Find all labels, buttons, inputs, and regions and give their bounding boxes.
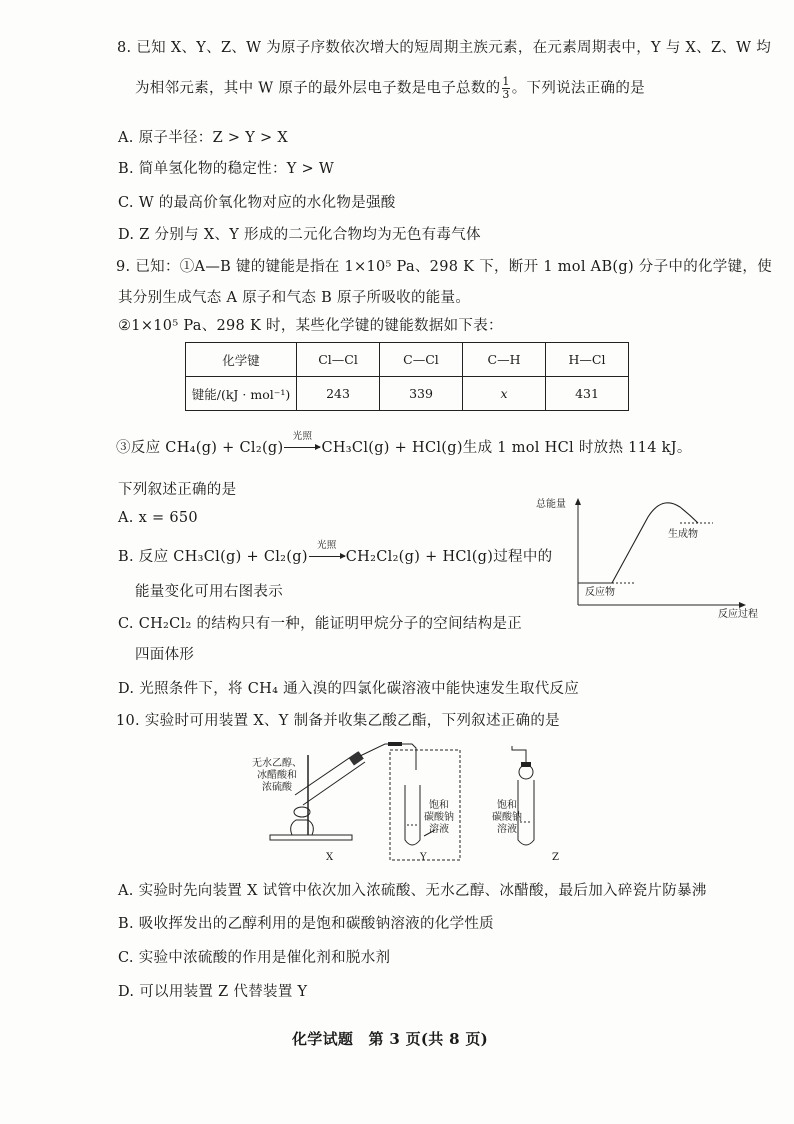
reagent-line: 无水乙醇、 — [252, 758, 302, 769]
q9-note2: ②1×10⁵ Pa、298 K 时，某些化学键的键能数据如下表： — [118, 318, 503, 334]
table-cell: 431 — [546, 377, 629, 411]
q9-stem-line1: 9. 已知：①A—B 键的键能是指在 1×10⁵ Pa、298 K 下，断开 1 mol AB(g) 分子中的化学键，使 — [116, 259, 773, 275]
table-header: H—Cl — [546, 343, 629, 377]
table-header-row — [186, 343, 629, 377]
q9-stem-line2: 其分别生成气态 A 原子和气态 B 原子所吸收的能量。 — [118, 290, 471, 306]
q8-stem-line1: 8. 已知 X、Y、Z、W 为原子序数依次增大的短周期主族元素，在元素周期表中，Y 与 X、Z、W 均 — [117, 40, 772, 56]
q8-option-a: A. 原子半径：Z > Y > X — [118, 130, 288, 146]
solution-z-label — [492, 800, 522, 836]
solution-line: 碳酸钠 — [492, 812, 522, 823]
table-header: C—H — [463, 343, 546, 377]
q8-option-b: B. 简单氢化物的稳定性：Y > W — [118, 161, 335, 177]
q9-option-d: D. 光照条件下，将 CH₄ 通入溴的四氯化碳溶液中能快速发生取代反应 — [118, 681, 580, 697]
solution-line: 饱和 — [497, 800, 517, 811]
q8-stem-line2 — [135, 76, 645, 101]
solution-y-label — [424, 800, 454, 836]
bond-energy-table — [185, 342, 629, 411]
table-header: C—Cl — [380, 343, 463, 377]
solution-line: 溶液 — [497, 824, 517, 835]
table-cell: 键能/(kJ · mol⁻¹) — [186, 377, 297, 411]
product-label: 生成物 — [668, 529, 698, 540]
q10-option-d: D. 可以用装置 Z 代替装置 Y — [118, 984, 308, 1000]
option-b-products: CH₂Cl₂(g) + HCl(g)过程中的 — [345, 549, 553, 565]
q8-option-c: C. W 的最高价氧化物对应的水化物是强酸 — [118, 195, 396, 211]
frac-den: 3 — [502, 88, 510, 101]
q10-stem: 10. 实验时可用装置 X、Y 制备并收集乙酸乙酯，下列叙述正确的是 — [116, 713, 560, 729]
q10-option-c: C. 实验中浓硫酸的作用是催化剂和脱水剂 — [118, 950, 391, 966]
arrow-label: 光照 — [292, 431, 313, 442]
solution-line: 饱和 — [429, 800, 449, 811]
table-row — [186, 377, 629, 411]
q9-option-b-line2: 能量变化可用右图表示 — [135, 584, 283, 600]
energy-diagram-axes — [530, 495, 770, 625]
fraction-one-third — [502, 76, 509, 101]
q9-option-a: A. x = 650 — [118, 510, 198, 526]
solution-line: 碳酸钠 — [424, 812, 454, 823]
q9-question: 下列叙述正确的是 — [118, 482, 237, 498]
q10-option-b: B. 吸收挥发出的乙醇利用的是饱和碳酸钠溶液的化学性质 — [118, 916, 494, 932]
reaction-arrow — [283, 431, 321, 456]
y-axis-label: 总能量 — [536, 499, 566, 510]
reagents-label — [252, 758, 302, 794]
reactant-label: 反应物 — [585, 587, 615, 598]
table-header: Cl—Cl — [297, 343, 380, 377]
q8-option-d: D. Z 分别与 X、Y 形成的二元化合物均为无色有毒气体 — [118, 227, 481, 243]
arrow-label: 光照 — [316, 540, 337, 551]
option-b-reactants: B. 反应 CH₃Cl(g) + Cl₂(g) — [118, 549, 308, 565]
reagent-line: 冰醋酸和 — [257, 770, 297, 781]
q8-stem-text2: 。下列说法正确的是 — [511, 80, 645, 97]
frac-num: 1 — [502, 75, 510, 88]
q9-option-b — [118, 540, 553, 566]
apparatus-figure — [240, 740, 600, 870]
reagent-line: 浓硫酸 — [262, 782, 292, 793]
table-cell: 243 — [297, 377, 380, 411]
energy-diagram — [530, 495, 770, 625]
reaction-reactants: ③反应 CH₄(g) + Cl₂(g) — [116, 440, 284, 456]
reaction-arrow — [308, 540, 346, 565]
q10-option-a: A. 实验时先向装置 X 试管中依次加入浓硫酸、无水乙醇、冰醋酸，最后加入碎瓷片防暴沸 — [118, 883, 707, 899]
q9-note3 — [116, 431, 692, 457]
x-axis-label: 反应过程 — [718, 609, 758, 620]
page-footer: 化学试题 第 3 页(共 8 页) — [292, 1030, 489, 1048]
q9-option-c-line2: 四面体形 — [135, 647, 195, 663]
apparatus-y-label: Y — [420, 852, 427, 863]
q8-stem-text: 为相邻元素，其中 W 原子的最外层电子数是电子总数的 — [135, 80, 501, 97]
q9-option-c-line1: C. CH₂Cl₂ 的结构只有一种，能证明甲烷分子的空间结构是正 — [118, 616, 523, 632]
table-header: 化学键 — [186, 343, 297, 377]
apparatus-z-label: Z — [552, 852, 559, 863]
solution-line: 溶液 — [429, 824, 449, 835]
table-cell: x — [463, 377, 546, 411]
apparatus-x-label: X — [326, 852, 334, 863]
reaction-products: CH₃Cl(g) + HCl(g)生成 1 mol HCl 时放热 114 kJ。 — [321, 440, 692, 456]
table-cell: 339 — [380, 377, 463, 411]
